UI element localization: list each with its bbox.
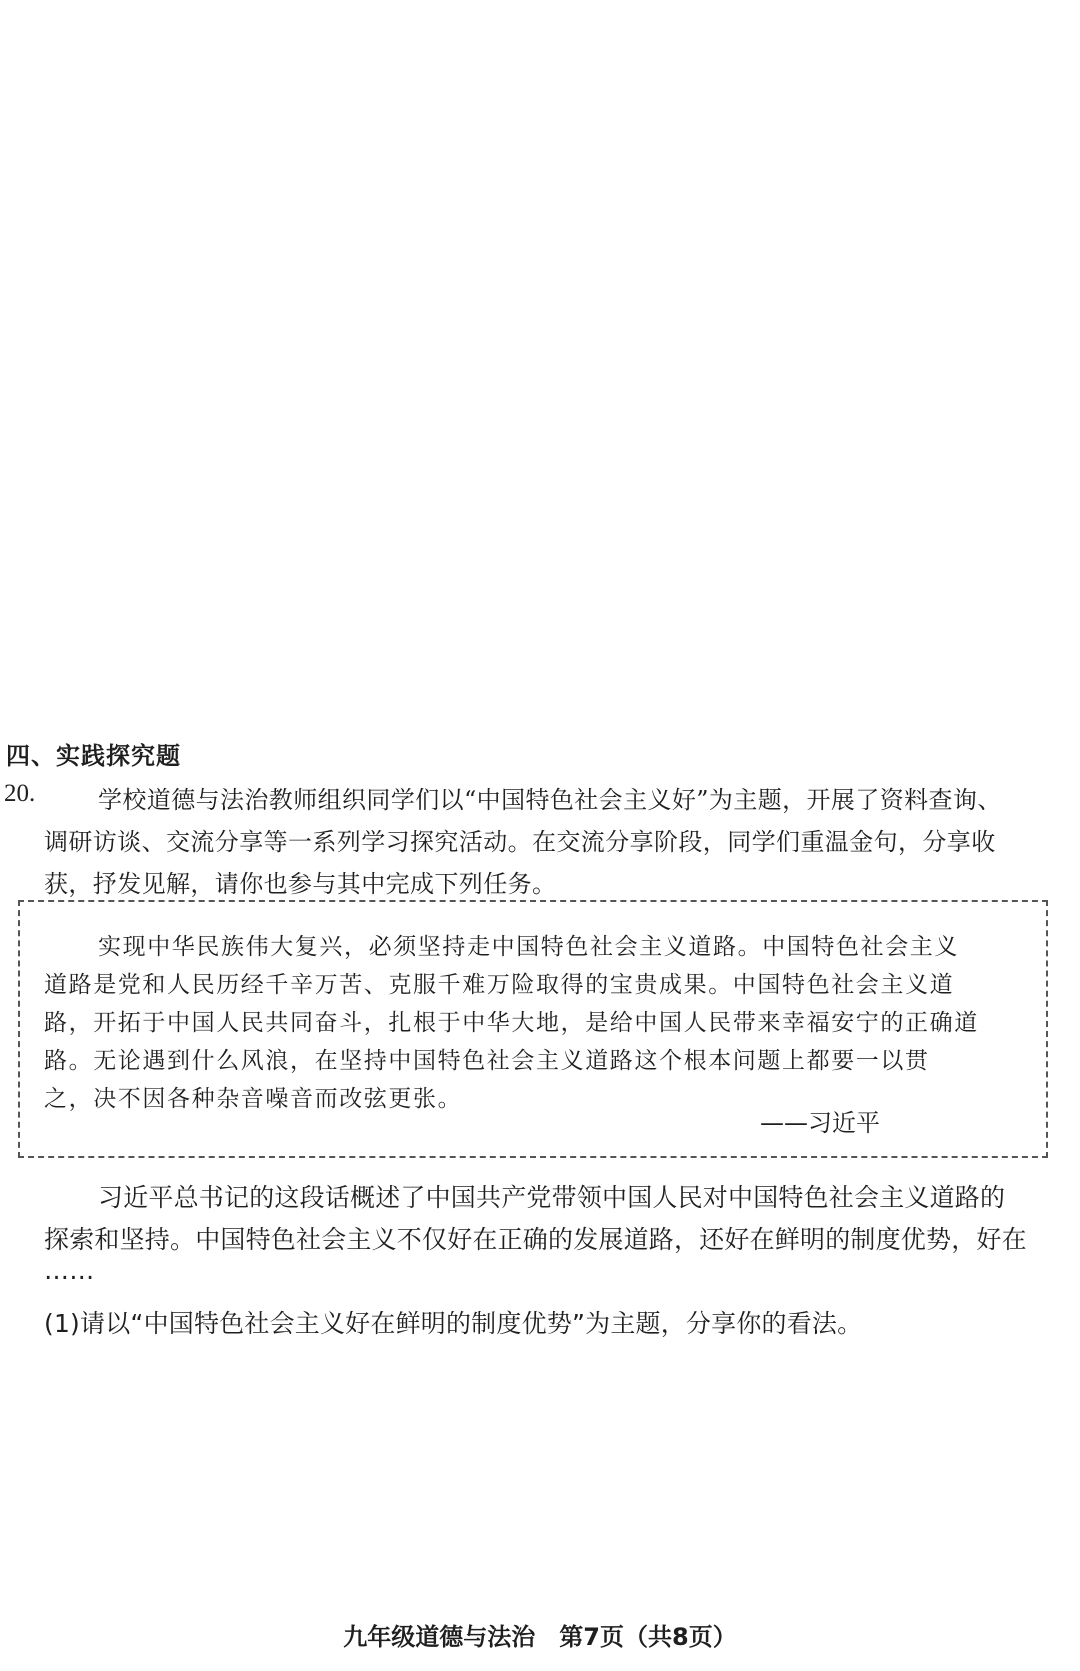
intro-line: 调研访谈、交流分享等一系列学习探究活动。在交流分享阶段，同学们重温金句，分享收 bbox=[44, 828, 996, 856]
quote-line: 路，开拓于中国人民共同奋斗，扎根于中华大地，是给中国人民带来幸福安宁的正确道 bbox=[44, 1010, 979, 1036]
quote-line: 之，决不因各种杂音噪音而改弦更张。 bbox=[44, 1086, 463, 1112]
body-line: …… bbox=[44, 1256, 95, 1285]
quote-attribution: ——习近平 bbox=[760, 1109, 880, 1137]
quote-line: 路。无论遇到什么风浪，在坚持中国特色社会主义道路这个根本问题上都要一以贯 bbox=[44, 1048, 930, 1074]
body-line: 探索和坚持。中国特色社会主义不仅好在正确的发展道路，还好在鲜明的制度优势，好在 bbox=[44, 1225, 1027, 1254]
quote-line: 道路是党和人民历经千辛万苦、克服千难万险取得的宝贵成果。中国特色社会主义道 bbox=[44, 972, 955, 998]
intro-line: 学校道德与法治教师组织同学们以“中国特色社会主义好”为主题，开展了资料查询、 bbox=[98, 786, 1002, 814]
quote-line: 实现中华民族伟大复兴，必须坚持走中国特色社会主义道路。中国特色社会主义 bbox=[98, 934, 959, 960]
question-number: 20. bbox=[4, 780, 36, 807]
body-line: 习近平总书记的这段话概述了中国共产党带领中国人民对中国特色社会主义道路的 bbox=[98, 1183, 1006, 1212]
section-title: 四、实践探究题 bbox=[6, 742, 181, 770]
page-footer: 九年级道德与法治 第7页（共8页） bbox=[343, 1623, 737, 1651]
task-prompt: (1)请以“中国特色社会主义好在鲜明的制度优势”为主题，分享你的看法。 bbox=[44, 1309, 863, 1338]
intro-line: 获，抒发见解，请你也参与其中完成下列任务。 bbox=[44, 870, 557, 898]
